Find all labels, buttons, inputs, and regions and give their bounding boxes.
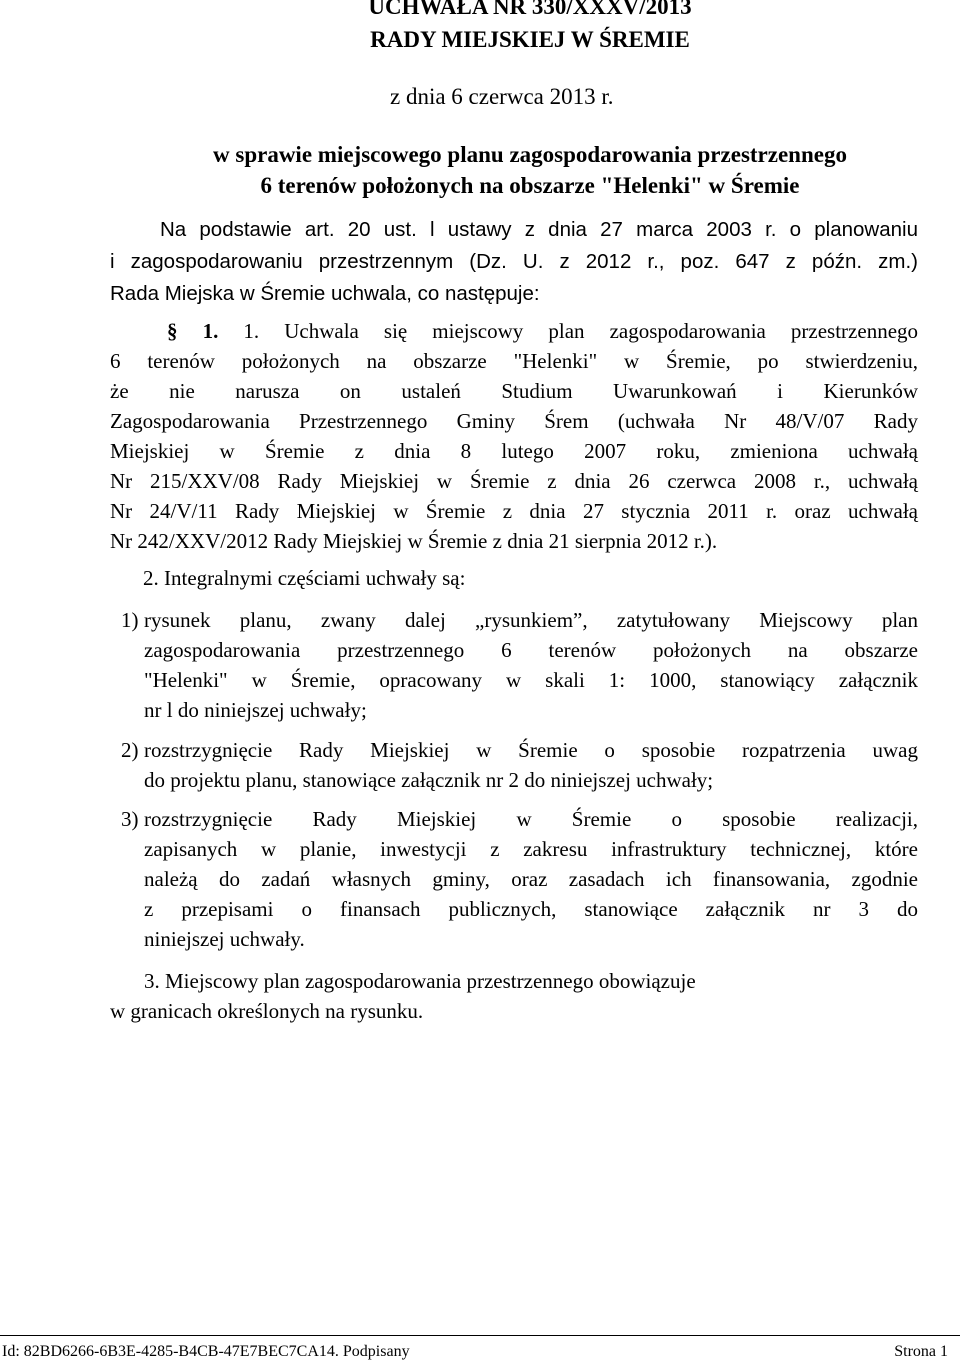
list-item-line: "Helenki" w Śremie, opracowany w skali 1: 1000, stanowiący załącznik — [144, 668, 918, 692]
section-1-line: Nr 24/V/11 Rady Miejskiej w Śremie z dnia 27 stycznia 2011 r. oraz uchwałą — [110, 499, 918, 523]
list-item-line: zapisanych w planie, inwestycji z zakresu infrastruktury technicznej, które — [144, 837, 918, 861]
list-item — [110, 804, 918, 954]
point-3-line1: 3. Miejscowy plan zagospodarowania przestrzennego obowiązuje — [144, 969, 696, 993]
document-title-line2: RADY MIEJSKIEJ W ŚREMIE — [370, 27, 690, 52]
list-item — [110, 605, 918, 725]
section-1-line: Zagospodarowania Przestrzennego Gminy Śrem (uchwała Nr 48/V/07 Rady — [110, 409, 918, 433]
document-title-line1: UCHWAŁA NR 330/XXXV/2013 — [368, 0, 692, 19]
list-item — [110, 735, 918, 795]
list-item-line: rozstrzygnięcie Rady Miejskiej w Śremie o sposobie realizacji, — [144, 807, 918, 831]
page-footer — [0, 1335, 960, 1365]
preamble-line1: Na podstawie art. 20 ust. l ustawy z dnia 27 marca 2003 r. o planowaniu — [160, 218, 918, 241]
list-item-number: 1) — [121, 608, 139, 632]
list-item-line: nr l do niniejszej uchwały; — [144, 698, 367, 722]
section-1-line: że nie narusza on ustaleń Studium Uwarunkowań i Kierunków — [110, 379, 918, 403]
section-1 — [110, 316, 918, 556]
section-1-line: 6 terenów położonych na obszarze "Helenki" w Śremie, po stwierdzeniu, — [110, 349, 918, 373]
preamble-line3: Rada Miejska w Śremie uchwala, co następuje: — [110, 282, 540, 305]
subject-line2: 6 terenów położonych na obszarze "Helenki" w Śremie — [260, 173, 800, 198]
point-3-line2: w granicach określonych na rysunku. — [110, 999, 424, 1023]
list-item-line: należą do zadań własnych gminy, oraz zasadach ich finansowania, zgodnie — [144, 867, 918, 891]
point-2-intro: 2. Integralnymi częściami uchwały są: — [143, 566, 466, 590]
preamble — [110, 214, 918, 310]
preamble-line2: i zagospodarowaniu przestrzennym (Dz. U. z 2012 r., poz. 647 z późn. zm.) — [110, 250, 918, 273]
section-1-line: Miejskiej w Śremie z dnia 8 lutego 2007 roku, zmieniona uchwałą — [110, 439, 918, 463]
section-1-line: Nr 215/XXV/08 Rady Miejskiej w Śremie z dnia 26 czerwca 2008 r., uchwałą — [110, 469, 918, 493]
point-3 — [110, 966, 918, 1026]
section-1-line: Nr 242/XXV/2012 Rady Miejskiej w Śremie z dnia 21 sierpnia 2012 r.). — [110, 529, 718, 553]
list-item-number: 2) — [121, 738, 139, 762]
list-item-line: rysunek planu, zwany dalej „rysunkiem”, zatytułowany Miejscowy plan — [144, 608, 918, 632]
list-item-line: do projektu planu, stanowiące załącznik nr 2 do niniejszej uchwały; — [144, 768, 714, 792]
list-item-line: niniejszej uchwały. — [144, 927, 305, 951]
list-item-line: z przepisami o finansach publicznych, stanowiące załącznik nr 3 do — [144, 897, 918, 921]
page-number: Strona 1 — [894, 1343, 948, 1360]
section-1-line — [110, 316, 918, 346]
document-subject — [0, 139, 960, 201]
section-1-text: 1. Uchwala się miejscowy plan zagospodarowania przestrzennego — [243, 319, 919, 343]
document-id: Id: 82BD6266-6B3E-4285-B4CB-47E7BEC7CA14. Podpisany — [2, 1343, 410, 1360]
document-date: z dnia 6 czerwca 2013 r. — [390, 84, 614, 109]
list-item-line: zagospodarowania przestrzennego 6 terenów położonych na obszarze — [144, 638, 918, 662]
list-item-number: 3) — [121, 807, 139, 831]
subject-line1: w sprawie miejscowego planu zagospodarowania przestrzennego — [213, 142, 847, 167]
section-marker: § 1. — [167, 319, 219, 343]
list-item-line: rozstrzygnięcie Rady Miejskiej w Śremie o sposobie rozpatrzenia uwag — [144, 738, 918, 762]
